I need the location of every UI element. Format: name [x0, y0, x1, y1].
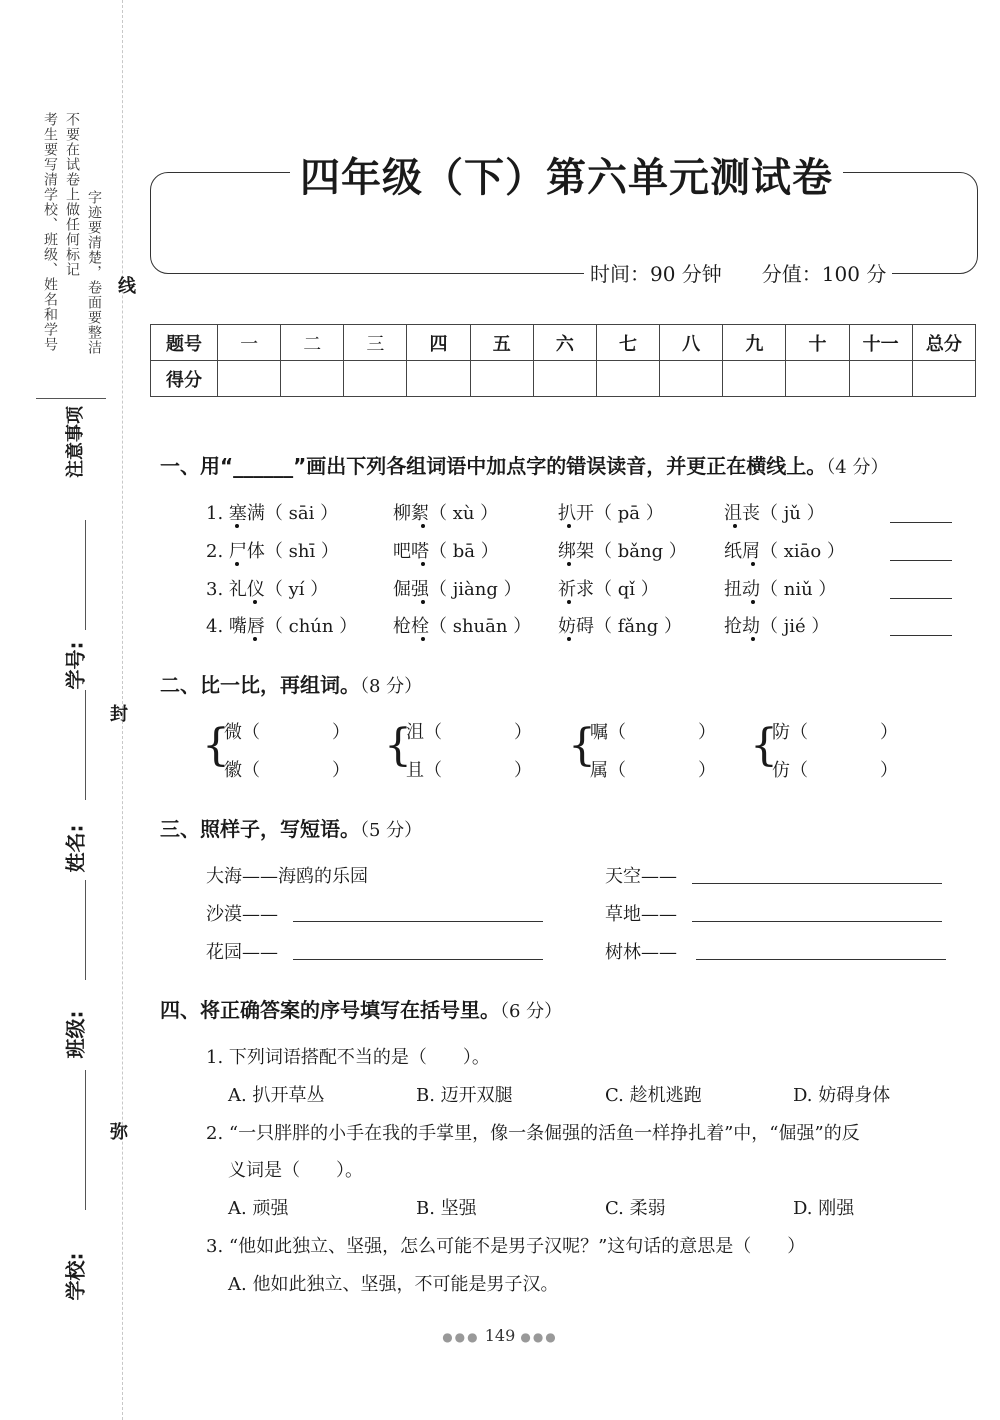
- emphasis-dot: [421, 637, 425, 641]
- s2-pair1-b[interactable]: 徽（ ）: [224, 760, 350, 781]
- score-cell[interactable]: [218, 361, 281, 397]
- emphasis-dot: [253, 600, 257, 604]
- s3-item-garden: 花园——: [206, 942, 278, 963]
- section1-title-text: 一、用“______”画出下列各组词语中加点字的错误读音，并更正在横线上。: [160, 454, 827, 478]
- s3-garden-answer-line[interactable]: [293, 959, 543, 960]
- page-dots-left-icon: ●●●: [442, 1330, 480, 1344]
- s1-r3-c1: 3. 礼仪（ yí ）: [206, 579, 329, 600]
- score-cell[interactable]: [786, 361, 849, 397]
- field-line-1: [85, 520, 86, 630]
- field-line-2: [85, 690, 86, 800]
- section4-points: （6 分）: [500, 1001, 563, 1022]
- score-cell[interactable]: [533, 361, 596, 397]
- page-number: [0, 1326, 1000, 1345]
- emphasis-dot: [751, 562, 755, 566]
- brace-1: {: [202, 720, 230, 771]
- notes-line-3: 字迹要清楚，卷面要整洁: [86, 190, 102, 355]
- s4-q1-option-d[interactable]: D. 妨碍身体: [793, 1085, 891, 1106]
- s4-q3-option-a[interactable]: A. 他如此独立、坚强，不可能是男子汉。: [228, 1274, 559, 1295]
- brace-4: {: [750, 720, 778, 771]
- emphasis-dot: [567, 562, 571, 566]
- emphasis-dot: [421, 562, 425, 566]
- s3-item-woods: 树林——: [605, 942, 677, 963]
- col-4: 四: [407, 325, 470, 361]
- section2-points: （8 分）: [360, 676, 423, 697]
- s1-r1-c4: 沮丧（ jǔ ）: [724, 503, 825, 524]
- col-2: 二: [281, 325, 344, 361]
- section3-title: [160, 813, 422, 842]
- emphasis-dot: [567, 600, 571, 604]
- brace-3: {: [568, 720, 596, 771]
- score-cell[interactable]: [849, 361, 912, 397]
- col-3: 三: [344, 325, 407, 361]
- s1-r1-answer-line[interactable]: [890, 522, 952, 523]
- section2-title: [160, 669, 422, 698]
- col-6: 六: [533, 325, 596, 361]
- s3-item-sky: 天空——: [605, 866, 677, 887]
- s1-r4-c4: 抢劫（ jié ）: [724, 616, 830, 637]
- s4-q2-option-d[interactable]: D. 刚强: [793, 1198, 855, 1219]
- s1-r2-c3: 绑架（ bǎng ）: [558, 541, 687, 562]
- s4-q2-line1: 2. “一只胖胖的小手在我的手掌里，像一条倔强的活鱼一样挣扎着”中，“倔强”的反: [206, 1123, 860, 1144]
- s4-q2-option-b[interactable]: B. 坚强: [416, 1198, 477, 1219]
- s1-r3-answer-line[interactable]: [890, 598, 952, 599]
- s1-r1-c3: 扒开（ pā ）: [558, 503, 664, 524]
- emphasis-dot: [235, 562, 239, 566]
- s2-pair4-b[interactable]: 仿（ ）: [772, 760, 898, 781]
- col-8: 八: [660, 325, 723, 361]
- bind-char-xian: 线: [118, 276, 136, 297]
- emphasis-dot: [235, 524, 239, 528]
- score-table-header-row: [151, 325, 976, 361]
- s1-r3-c4: 扭动（ niǔ ）: [724, 579, 837, 600]
- score-cell[interactable]: [596, 361, 659, 397]
- section3-title-text: 三、照样子，写短语。: [160, 817, 360, 841]
- s4-q1-option-a[interactable]: A. 扒开草丛: [228, 1085, 325, 1106]
- s4-q2-option-a[interactable]: A. 顽强: [228, 1198, 289, 1219]
- col-total: 总分: [912, 325, 975, 361]
- score-cell[interactable]: [344, 361, 407, 397]
- emphasis-dot: [751, 600, 755, 604]
- exam-info: 时间：90 分钟 分值：100 分: [584, 258, 892, 287]
- s3-item-desert: 沙漠——: [206, 904, 278, 925]
- section2-title-text: 二、比一比，再组词。: [160, 673, 360, 697]
- emphasis-dot: [567, 524, 571, 528]
- s1-r4-c1: 4. 嘴唇（ chún ）: [206, 616, 358, 637]
- col-1: 一: [218, 325, 281, 361]
- notes-line-2: 不要在试卷上做任何标记: [64, 112, 80, 277]
- s1-r2-c1: 2. 尸体（ shī ）: [206, 541, 339, 562]
- s3-woods-answer-line[interactable]: [696, 959, 946, 960]
- page-dots-right-icon: ●●●: [520, 1330, 558, 1344]
- brace-2: {: [384, 720, 412, 771]
- emphasis-dot: [751, 637, 755, 641]
- s2-pair4-a[interactable]: 防（ ）: [772, 722, 898, 743]
- s2-pair2-a[interactable]: 沮（ ）: [406, 722, 532, 743]
- notes-label: 注意事项: [65, 406, 86, 478]
- page-number-value: 149: [484, 1326, 516, 1345]
- s1-r2-c4: 纸屑（ xiāo ）: [724, 541, 845, 562]
- s1-r4-answer-line[interactable]: [890, 635, 952, 636]
- s4-q1-option-c[interactable]: C. 趁机逃跑: [605, 1085, 702, 1106]
- score-cell[interactable]: [912, 361, 975, 397]
- emphasis-dot: [567, 637, 571, 641]
- s3-example: 大海——海鸥的乐园: [206, 866, 368, 887]
- score-table-label-question: 题号: [151, 325, 218, 361]
- field-school-label: 学校:: [63, 1252, 88, 1301]
- field-student-id-label: 学号:: [63, 641, 88, 690]
- section3-points: （5 分）: [360, 820, 423, 841]
- col-11: 十一: [849, 325, 912, 361]
- score-cell[interactable]: [470, 361, 533, 397]
- s3-grassland-answer-line[interactable]: [692, 921, 942, 922]
- s2-pair1-a[interactable]: 微（ ）: [224, 722, 350, 743]
- score-table: [150, 324, 976, 397]
- s2-pair3-a[interactable]: 嘱（ ）: [590, 722, 716, 743]
- s1-r1-c2: 柳絮（ xù ）: [393, 503, 499, 524]
- col-9: 九: [723, 325, 786, 361]
- section1-points: （4 分）: [826, 457, 889, 478]
- s1-r1-c1: 1. 塞满（ sāi ）: [206, 503, 339, 524]
- section4-title: [160, 994, 562, 1023]
- score-cell[interactable]: [660, 361, 723, 397]
- page-title: 四年级（下）第六单元测试卷: [290, 146, 843, 203]
- s4-q2-option-c[interactable]: C. 柔弱: [605, 1198, 666, 1219]
- s4-q1: 1. 下列词语搭配不当的是（ ）。: [206, 1047, 490, 1068]
- s3-item-grassland: 草地——: [605, 904, 677, 925]
- section4-title-text: 四、将正确答案的序号填写在括号里。: [160, 998, 500, 1022]
- emphasis-dot: [421, 600, 425, 604]
- field-class-label: 班级:: [63, 1010, 88, 1059]
- s4-q2-line2: 义词是（ ）。: [228, 1160, 363, 1181]
- score-table-score-row: [151, 361, 976, 397]
- field-line-4: [85, 1070, 86, 1210]
- s1-r4-c3: 妨碍（ fǎng ）: [558, 616, 682, 637]
- bind-char-feng: 封: [110, 704, 128, 725]
- s1-r3-c2: 倔强（ jiàng ）: [393, 579, 522, 600]
- field-line-3: [85, 880, 86, 980]
- s4-q1-option-b[interactable]: B. 迈开双腿: [416, 1085, 513, 1106]
- score-cell[interactable]: [723, 361, 786, 397]
- s1-r2-c2: 吧嗒（ bā ）: [393, 541, 499, 562]
- score-table-label-score: 得分: [151, 361, 218, 397]
- emphasis-dot: [733, 524, 737, 528]
- col-7: 七: [596, 325, 659, 361]
- notes-line-1: 考生要写清学校、班级、姓名和学号: [42, 112, 58, 352]
- s2-pair3-b[interactable]: 属（ ）: [590, 760, 716, 781]
- s1-r4-c2: 枪栓（ shuān ）: [393, 616, 532, 637]
- emphasis-dot: [421, 524, 425, 528]
- s1-r2-answer-line[interactable]: [890, 560, 952, 561]
- s1-r3-c3: 祈求（ qǐ ）: [558, 579, 659, 600]
- field-name-label: 姓名:: [63, 824, 88, 873]
- col-10: 十: [786, 325, 849, 361]
- s4-q3: 3. “他如此独立、坚强，怎么可能不是男子汉呢？”这句话的意思是（ ）: [206, 1236, 806, 1257]
- col-5: 五: [470, 325, 533, 361]
- score-cell[interactable]: [407, 361, 470, 397]
- s3-sky-answer-line[interactable]: [692, 883, 942, 884]
- s2-pair2-b[interactable]: 且（ ）: [406, 760, 532, 781]
- emphasis-dot: [253, 637, 257, 641]
- section1-title: [160, 450, 888, 479]
- s3-desert-answer-line[interactable]: [293, 921, 543, 922]
- bind-char-mi: 弥: [110, 1122, 128, 1143]
- score-cell[interactable]: [281, 361, 344, 397]
